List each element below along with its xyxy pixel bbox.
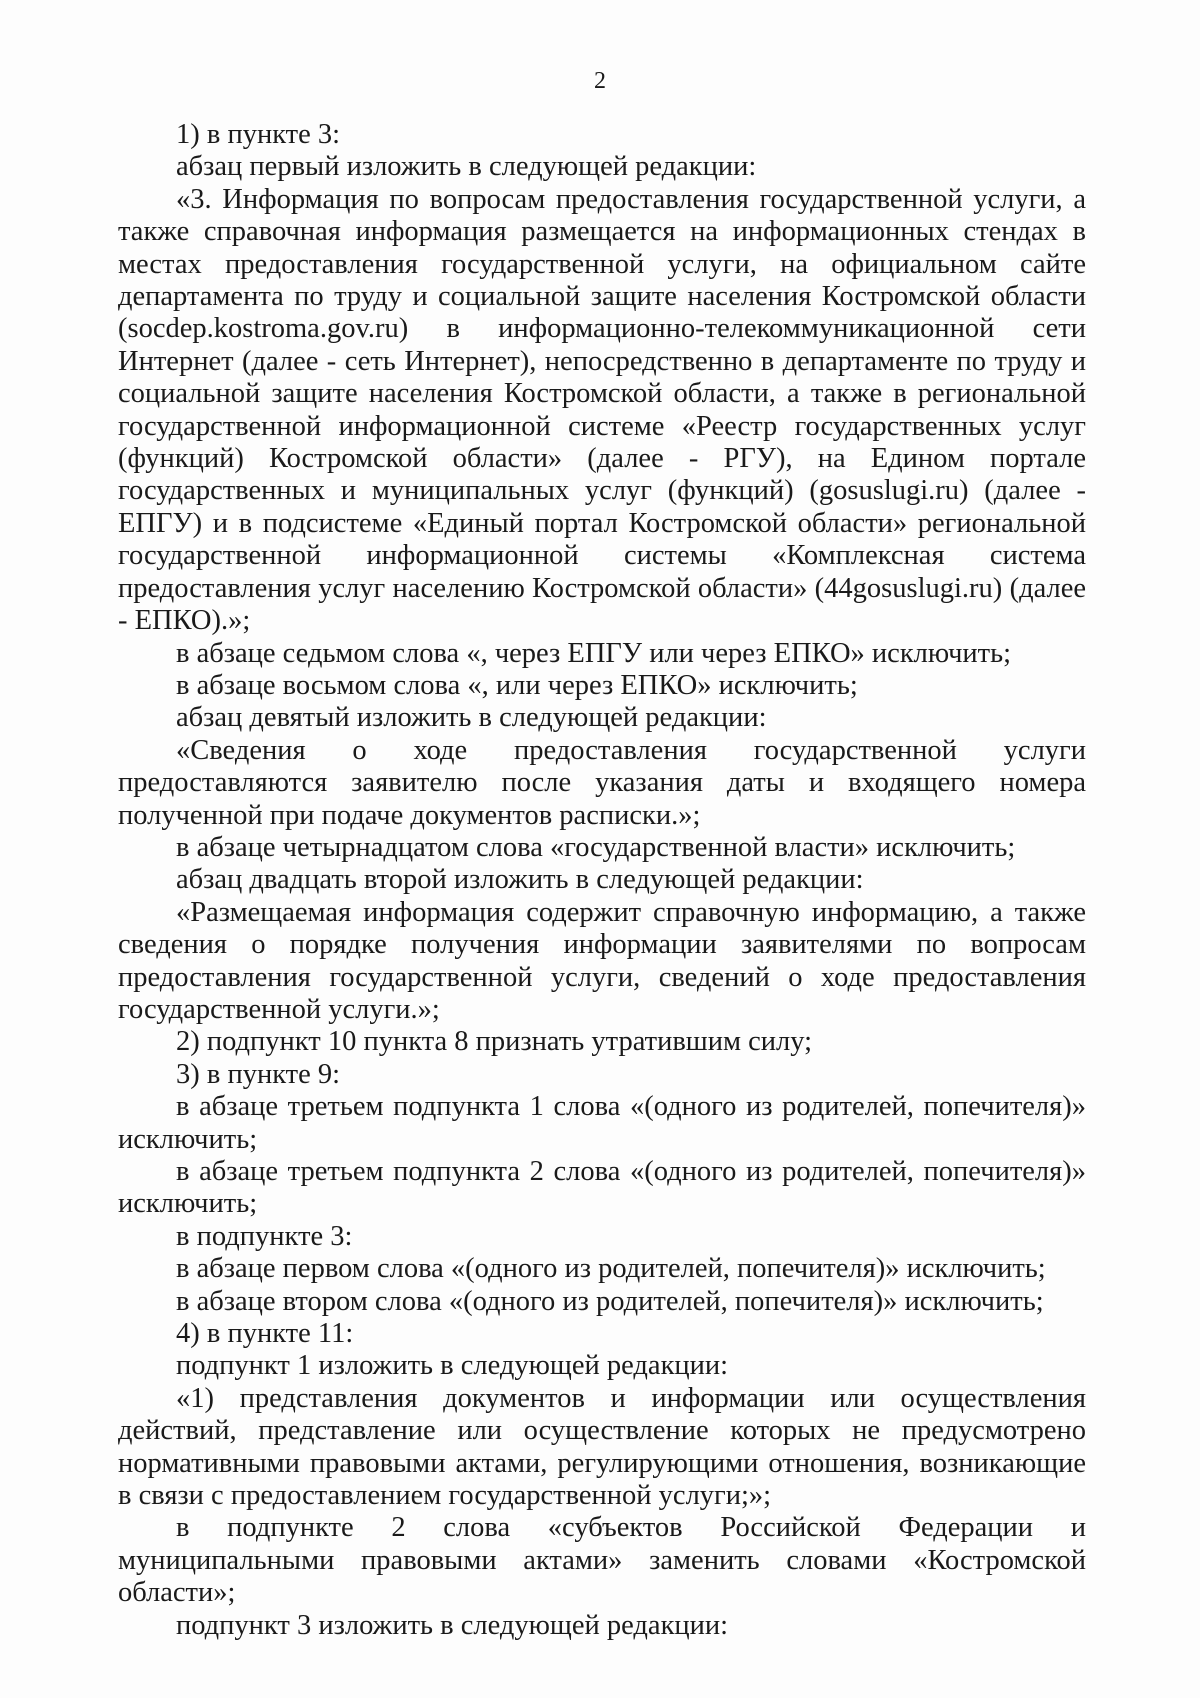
paragraph-abzac-7: в абзаце седьмом слова «, через ЕПГУ или через ЕПКО» исключить; (176, 637, 1012, 669)
paragraph-item-9-subitem-3-abzac-2: в абзаце втором слова «(одного из родителей, попечителя)» исключить; (176, 1285, 1044, 1317)
paragraph-item-11-subitem-2: в подпункте 2 слова «субъектов Российской Федерации и муниципальными правовыми актами» заменить словами «Костромской области»; (118, 1512, 1086, 1609)
paragraph-item-9-header: 3) в пункте 9: (176, 1058, 341, 1090)
paragraph-item-11-subitem-3-intro: подпункт 3 изложить в следующей редакции: (176, 1609, 729, 1641)
paragraph-item-9-subitem-2: в абзаце третьем подпункта 2 слова «(одного из родителей, попечителя)» исключить; (118, 1156, 1086, 1220)
paragraph-abzac-9-intro: абзац девятый изложить в следующей редакции: (176, 702, 767, 734)
paragraph-item-3-header: 1) в пункте 3: (176, 119, 341, 150)
paragraph-abzac-22-intro: абзац двадцать второй изложить в следующей редакции: (176, 864, 864, 896)
page-number: 2 (594, 68, 606, 94)
paragraph-item-11-subitem-1-intro: подпункт 1 изложить в следующей редакции: (176, 1350, 729, 1382)
paragraph-abzac-9-new-text: «Сведения о ходе предоставления государственной услуги предоставляются заявителю после указания даты и входящего номера полученной при подаче документов расписки.»; (118, 734, 1086, 831)
paragraph-item-11-header: 4) в пункте 11: (176, 1318, 354, 1350)
paragraph-item-11-subitem-1-new-text: «1) представления документов и информации или осуществления действий, представление или осуществление которых не предусмотрено нормативными правовыми актами, регулирующими отношения, возникающие в связи с предоставлением государственной услуги;»; (118, 1382, 1086, 1512)
paragraph-item-9-subitem-1: в абзаце третьем подпункта 1 слова «(одного из родителей, попечителя)» исключить; (118, 1091, 1086, 1155)
paragraph-item-9-subitem-3-abzac-1: в абзаце первом слова «(одного из родителей, попечителя)» исключить; (176, 1253, 1046, 1285)
paragraph-item-3-new-text: «3. Информация по вопросам предоставления государственной услуги, а также справочная информация размещается на информационных стендах в местах предоставления государственной услуги, на официальном сайте департамента по труду и социальной защите населения Костромской области (socdep.kostroma.gov.ru) в информационно-телекоммуникационной сети Интернет (далее - сеть Интернет), непосредственно в департаменте по труду и социальной защите населения Костромской области, а также в региональной государственной информационной системе «Реестр государственных услуг (функций) Костромской области» (далее - РГУ), на Едином портале государственных и муниципальных услуг (функций) (gosuslugi.ru) (далее - ЕПГУ) и в подсистеме «Единый портал Костромской области» региональной государственной информационной системы «Комплексная система предоставления услуг населению Костромской области» (44gosuslugi.ru) (далее - ЕПКО).»; (118, 183, 1086, 637)
paragraph-abzac-1-intro: абзац первый изложить в следующей редакции: (176, 151, 757, 183)
document-body (118, 119, 1086, 1642)
paragraph-abzac-8: в абзаце восьмом слова «, или через ЕПКО» исключить; (176, 669, 858, 701)
paragraph-abzac-22-new-text: «Размещаемая информация содержит справочную информацию, а также сведения о порядке получения информации заявителями по вопросам предоставления государственной услуги, сведений о ходе предоставления государственной услуги.»; (118, 896, 1086, 1025)
paragraph-item-8-subitem-10: 2) подпункт 10 пункта 8 признать утратившим силу; (176, 1026, 813, 1058)
paragraph-item-9-subitem-3-header: в подпункте 3: (176, 1220, 353, 1252)
paragraph-abzac-14: в абзаце четырнадцатом слова «государственной власти» исключить; (176, 831, 1016, 863)
